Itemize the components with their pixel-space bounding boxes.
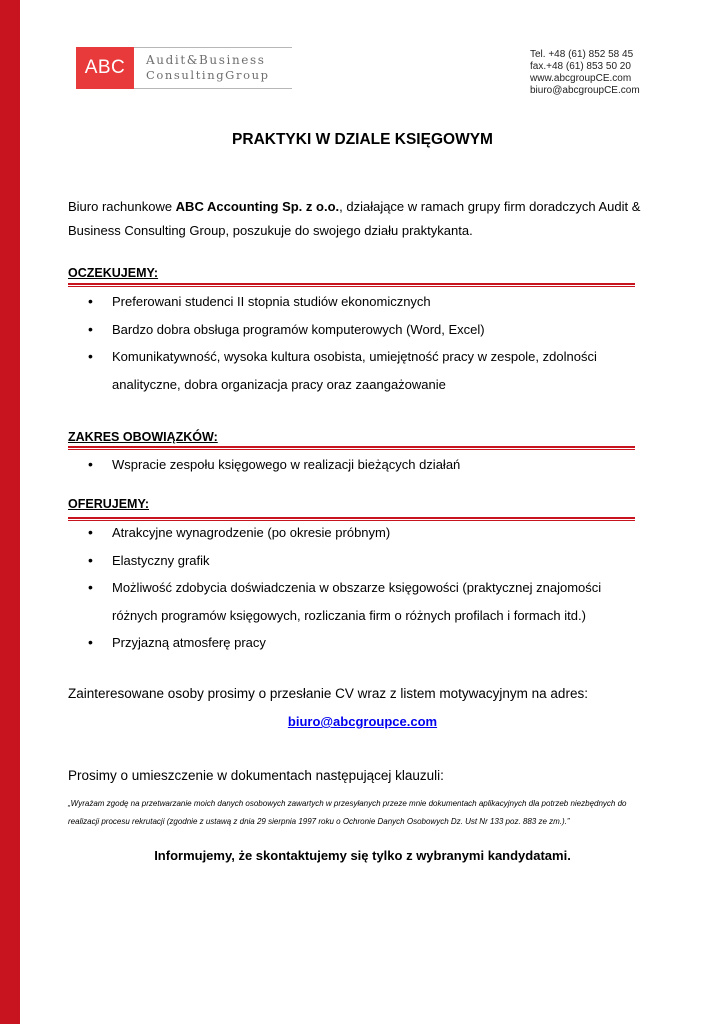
clause-intro: Prosimy o umieszczenie w dokumentach następującej klauzuli: (68, 768, 444, 783)
final-note: Informujemy, że skontaktujemy się tylko z wybranymi kandydatami. (154, 848, 571, 863)
list-item: • Elastyczny grafik (88, 547, 628, 575)
apply-email-link[interactable]: biuro@abcgroupce.com (287, 714, 438, 729)
contact-tel: Tel. +48 (61) 852 58 45 (530, 49, 634, 60)
list-expect (88, 288, 628, 398)
list-item: • Bardzo dobra obsługa programów komputerowych (Word, Excel) (88, 316, 628, 344)
intro-post: , działające w ramach grupy firm doradczych Audit & Business Consulting Group, poszukuje do swojego działu praktykanta. (68, 199, 641, 238)
logo-line1: Audit&Business (146, 53, 266, 67)
contact-email: biuro@abcgroupCE.com (530, 85, 640, 96)
page-title: PRAKTYKI W DZIALE KSIĘGOWYM (232, 131, 493, 148)
list-item: • Komunikatywność, wysoka kultura osobista, umiejętność pracy w zespole, zdolności analityczne, dobra organizacja pracy oraz zaangażowanie (88, 343, 628, 398)
list-duties (88, 451, 628, 479)
section-label-expect: OCZEKUJEMY: (68, 266, 159, 280)
clause-text: „Wyrażam zgodę na przetwarzanie moich danych osobowych zawartych w przesyłanych przeze mnie dokumentach aplikacyjnych dla potrzeb niezbędnych do realizacji procesu rekrutacji (zgodnie z ustawą z dnia 29 sierpnia 1997 roku o Ochronie Danych Osobowych Dz. Ust Nr 133 poz. 883 ze zm.).” (68, 799, 627, 826)
section-rule-duties (68, 446, 635, 450)
contact-block (530, 49, 640, 97)
intro-company: ABC Accounting Sp. z o.o. (175, 199, 340, 214)
logo-line2: ConsultingGroup (146, 68, 270, 82)
company-logo (76, 47, 292, 89)
apply-text: Zainteresowane osoby prosimy o przesłanie CV wraz z listem motywacyjnym na adres: (68, 686, 588, 701)
list-item: • Przyjazną atmosferę pracy (88, 629, 628, 657)
logo-abbr: ABC (76, 47, 134, 89)
list-offer (88, 519, 628, 657)
logo-rule-top (134, 47, 292, 48)
list-item: • Wspracie zespołu księgowego w realizacji bieżących działań (88, 451, 628, 479)
intro-paragraph (68, 195, 658, 243)
list-item: • Preferowani studenci II stopnia studiów ekonomicznych (88, 288, 628, 316)
list-item: • Możliwość zdobycia doświadczenia w obszarze księgowości (praktycznej znajomości różnych programów księgowych, rozliczania firm o różnych profilach i formach itd.) (88, 574, 628, 629)
section-label-offer: OFERUJEMY: (68, 497, 150, 511)
list-item: • Atrakcyjne wynagrodzenie (po okresie próbnym) (88, 519, 628, 547)
intro-pre: Biuro rachunkowe (68, 199, 176, 214)
contact-fax: fax.+48 (61) 853 50 20 (530, 61, 631, 72)
section-rule-expect (68, 283, 635, 287)
logo-rule-bottom (134, 88, 292, 89)
contact-web: www.abcgroupCE.com (530, 73, 632, 84)
section-label-duties: ZAKRES OBOWIĄZKÓW: (68, 430, 218, 444)
